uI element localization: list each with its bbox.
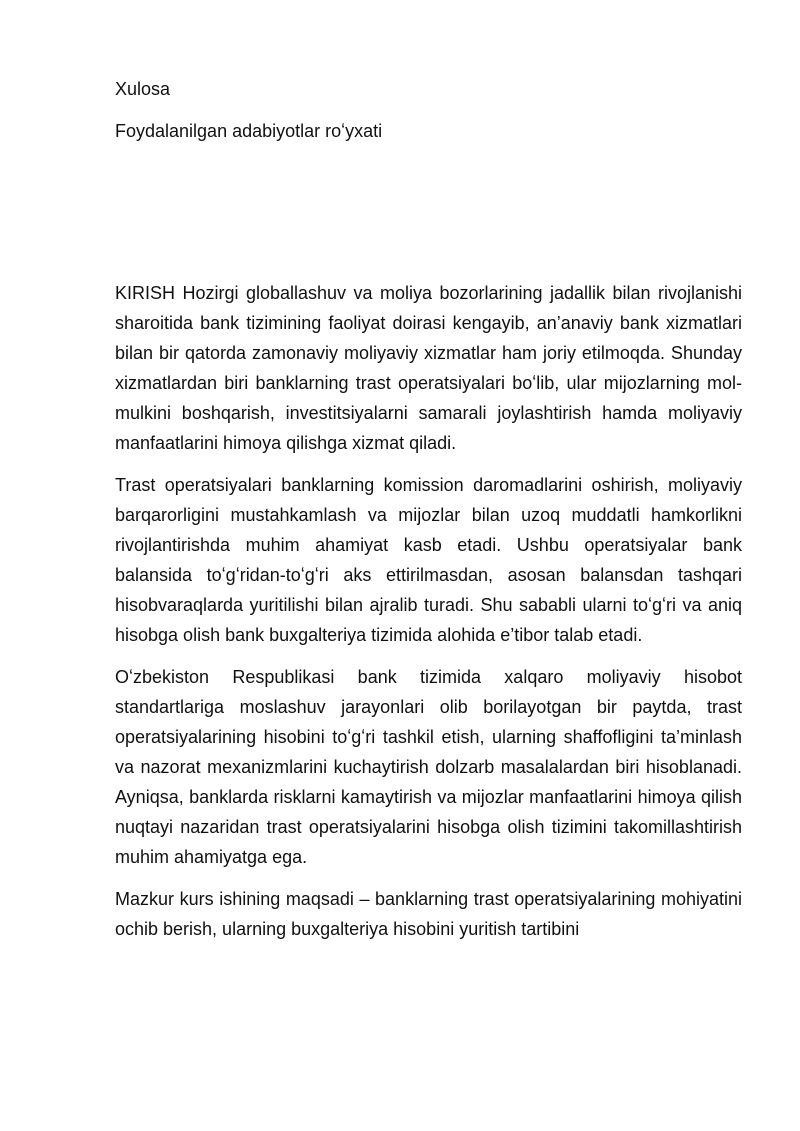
toc-item-bibliography: Foydalanilgan adabiyotlar roʻyxati bbox=[115, 121, 383, 141]
paragraph-course-goal: Mazkur kurs ishining maqsadi – banklarning trast operatsiyalarining mohiyatini ochib berish, ularning buxgalteriya hisobini yuritish tartibini bbox=[115, 889, 742, 939]
paragraph-uzbekistan-context: Oʻzbekiston Respublikasi bank tizimida xalqaro moliyaviy hisobot standartlariga moslashuv jarayonlari olib borilayotgan bir paytda, trast operatsiyalarining hisobini toʻgʻri tashkil etish, ularning shaffofligini ta’minlash va nazorat mexanizmlarini kuchaytirish dolzarb masalalardan biri hisoblanadi. Ayniqsa, banklarda risklarni kamaytirish va mijozlar manfaatlarini himoya qilish nuqtayi nazaridan trast operatsiyalarini hisobga olish tizimini takomillashtirish muhim ahamiyatga ega. bbox=[115, 667, 742, 867]
blank-space bbox=[115, 158, 742, 278]
toc-item-conclusion: Xulosa bbox=[115, 79, 171, 99]
paragraph-intro: KIRISH Hozirgi globallashuv va moliya bozorlarining jadallik bilan rivojlanishi sharoitida bank tizimining faoliyat doirasi kengayib, an’anaviy bank xizmatlari bilan bir qatorda zamonaviy moliyaviy xizmatlar ham joriy etilmoqda. Shunday xizmatlardan biri banklarning trast operatsiyalari boʻlib, ular mijozlarning mol-mulkini boshqarish, investitsiyalarni samarali joylashtirish hamda moliyaviy manfaatlarini himoya qilishga xizmat qiladi. bbox=[115, 283, 742, 453]
paragraph-trust-operations: Trast operatsiyalari banklarning komission daromadlarini oshirish, moliyaviy barqarorligini mustahkamlash va mijozlar bilan uzoq muddatli hamkorlikni rivojlantirishda muhim ahamiyat kasb etadi. Ushbu operatsiyalar bank balansida toʻgʻridan-toʻgʻri aks ettirilmasdan, asosan balansdan tashqari hisobvaraqlarda yuritilishi bilan ajralib turadi. Shu sababli ularni toʻgʻri va aniq hisobga olish bank buxgalteriya tizimida alohida e’tibor talab etadi. bbox=[115, 475, 742, 645]
document-page bbox=[115, 74, 742, 956]
